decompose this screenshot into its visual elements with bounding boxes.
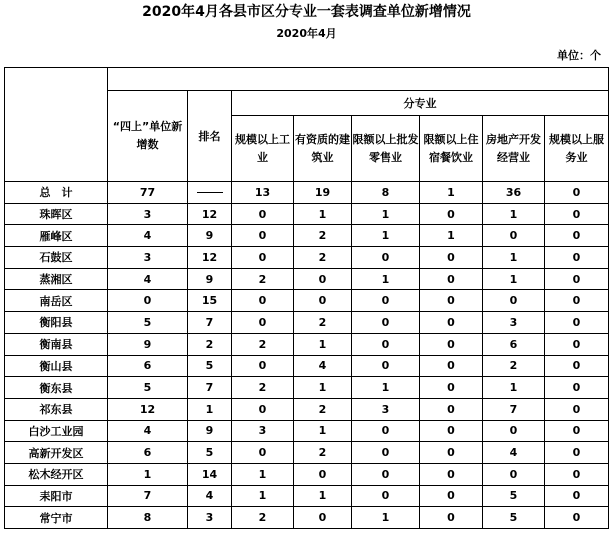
table-row xyxy=(5,485,609,507)
cell-industry: 13 xyxy=(232,182,294,204)
cell-rank: 9 xyxy=(188,225,232,247)
cell-wholesale-retail: 1 xyxy=(352,268,420,290)
cell-rank: 5 xyxy=(188,355,232,377)
cell-construction: 2 xyxy=(294,312,352,334)
cell-services: 0 xyxy=(545,290,609,312)
header-by-profession: 分专业 xyxy=(232,91,609,116)
cell-services: 0 xyxy=(545,355,609,377)
cell-name: 石鼓区 xyxy=(5,247,108,269)
cell-accommodation-catering: 0 xyxy=(420,290,483,312)
cell-real-estate: 36 xyxy=(483,182,545,204)
cell-wholesale-retail: 1 xyxy=(352,203,420,225)
cell-services: 0 xyxy=(545,377,609,399)
cell-accommodation-catering: 0 xyxy=(420,333,483,355)
cell-real-estate: 3 xyxy=(483,312,545,334)
cell-total: 12 xyxy=(108,398,188,420)
table-row xyxy=(5,290,609,312)
cell-wholesale-retail: 1 xyxy=(352,377,420,399)
cell-construction: 2 xyxy=(294,398,352,420)
cell-industry: 0 xyxy=(232,225,294,247)
cell-rank: 7 xyxy=(188,312,232,334)
cell-total: 6 xyxy=(108,442,188,464)
cell-wholesale-retail: 0 xyxy=(352,355,420,377)
cell-rank: 12 xyxy=(188,247,232,269)
header-real-estate: 房地产开发经营业 xyxy=(483,116,545,182)
table-row xyxy=(5,312,609,334)
table-row xyxy=(5,268,609,290)
cell-total: 0 xyxy=(108,290,188,312)
header-construction: 有资质的建筑业 xyxy=(294,116,352,182)
cell-accommodation-catering: 0 xyxy=(420,247,483,269)
header-accommodation-catering: 限额以上住宿餐饮业 xyxy=(420,116,483,182)
cell-accommodation-catering: 0 xyxy=(420,377,483,399)
cell-total: 8 xyxy=(108,507,188,529)
cell-accommodation-catering: 0 xyxy=(420,442,483,464)
cell-industry: 2 xyxy=(232,268,294,290)
cell-wholesale-retail: 0 xyxy=(352,333,420,355)
cell-real-estate: 2 xyxy=(483,355,545,377)
cell-services: 0 xyxy=(545,268,609,290)
cell-rank: 12 xyxy=(188,203,232,225)
cell-accommodation-catering: 0 xyxy=(420,463,483,485)
cell-name: 南岳区 xyxy=(5,290,108,312)
cell-industry: 0 xyxy=(232,247,294,269)
cell-construction: 1 xyxy=(294,420,352,442)
cell-industry: 1 xyxy=(232,463,294,485)
cell-services: 0 xyxy=(545,485,609,507)
cell-industry: 0 xyxy=(232,290,294,312)
cell-name: 雁峰区 xyxy=(5,225,108,247)
cell-real-estate: 0 xyxy=(483,420,545,442)
cell-services: 0 xyxy=(545,247,609,269)
cell-rank xyxy=(188,182,232,204)
cell-name: 衡东县 xyxy=(5,377,108,399)
cell-industry: 1 xyxy=(232,485,294,507)
cell-name: 蒸湘区 xyxy=(5,268,108,290)
cell-construction: 2 xyxy=(294,225,352,247)
cell-total: 5 xyxy=(108,312,188,334)
cell-construction: 0 xyxy=(294,463,352,485)
table-row xyxy=(5,398,609,420)
cell-construction: 0 xyxy=(294,290,352,312)
cell-construction: 19 xyxy=(294,182,352,204)
header-total-new: “四上”单位新增数 xyxy=(108,91,188,182)
cell-name: 白沙工业园 xyxy=(5,420,108,442)
cell-total: 6 xyxy=(108,355,188,377)
cell-construction: 2 xyxy=(294,247,352,269)
cell-rank: 9 xyxy=(188,420,232,442)
cell-total: 7 xyxy=(108,485,188,507)
cell-accommodation-catering: 1 xyxy=(420,225,483,247)
cell-wholesale-retail: 0 xyxy=(352,442,420,464)
cell-rank: 15 xyxy=(188,290,232,312)
cell-wholesale-retail: 0 xyxy=(352,485,420,507)
cell-construction: 2 xyxy=(294,442,352,464)
cell-name: 松木经开区 xyxy=(5,463,108,485)
cell-industry: 0 xyxy=(232,398,294,420)
cell-name: 衡阳县 xyxy=(5,312,108,334)
table-row xyxy=(5,247,609,269)
cell-services: 0 xyxy=(545,463,609,485)
cell-total: 4 xyxy=(108,420,188,442)
cell-services: 0 xyxy=(545,182,609,204)
dash-mark xyxy=(197,192,223,193)
cell-wholesale-retail: 8 xyxy=(352,182,420,204)
cell-services: 0 xyxy=(545,225,609,247)
cell-total: 1 xyxy=(108,463,188,485)
cell-accommodation-catering: 0 xyxy=(420,420,483,442)
cell-construction: 4 xyxy=(294,355,352,377)
unit-label: 单位：个 xyxy=(557,49,601,62)
cell-industry: 0 xyxy=(232,203,294,225)
cell-real-estate: 7 xyxy=(483,398,545,420)
cell-construction: 0 xyxy=(294,507,352,529)
cell-industry: 2 xyxy=(232,377,294,399)
cell-wholesale-retail: 0 xyxy=(352,312,420,334)
cell-accommodation-catering: 0 xyxy=(420,312,483,334)
cell-construction: 1 xyxy=(294,485,352,507)
cell-services: 0 xyxy=(545,442,609,464)
cell-real-estate: 0 xyxy=(483,290,545,312)
cell-total: 3 xyxy=(108,247,188,269)
cell-total: 5 xyxy=(108,377,188,399)
table-row xyxy=(5,420,609,442)
cell-name: 高新开发区 xyxy=(5,442,108,464)
cell-rank: 7 xyxy=(188,377,232,399)
cell-real-estate: 1 xyxy=(483,203,545,225)
cell-accommodation-catering: 1 xyxy=(420,182,483,204)
cell-wholesale-retail: 1 xyxy=(352,225,420,247)
cell-rank: 5 xyxy=(188,442,232,464)
cell-services: 0 xyxy=(545,312,609,334)
cell-construction: 1 xyxy=(294,203,352,225)
cell-real-estate: 1 xyxy=(483,377,545,399)
report-title: 2020年4月各县市区分专业一套表调查单位新增情况 xyxy=(142,4,471,20)
header-region-blank xyxy=(5,68,108,182)
cell-services: 0 xyxy=(545,203,609,225)
cell-rank: 3 xyxy=(188,507,232,529)
report-subtitle: 2020年4月 xyxy=(276,27,337,40)
table-row xyxy=(5,355,609,377)
cell-wholesale-retail: 3 xyxy=(352,398,420,420)
table-row xyxy=(5,333,609,355)
cell-name: 耒阳市 xyxy=(5,485,108,507)
cell-total: 4 xyxy=(108,268,188,290)
cell-services: 0 xyxy=(545,333,609,355)
cell-industry: 2 xyxy=(232,507,294,529)
cell-industry: 2 xyxy=(232,333,294,355)
cell-industry: 0 xyxy=(232,312,294,334)
cell-rank: 2 xyxy=(188,333,232,355)
cell-accommodation-catering: 0 xyxy=(420,268,483,290)
cell-real-estate: 1 xyxy=(483,247,545,269)
cell-construction: 1 xyxy=(294,333,352,355)
cell-real-estate: 4 xyxy=(483,442,545,464)
cell-construction: 1 xyxy=(294,377,352,399)
cell-wholesale-retail: 0 xyxy=(352,420,420,442)
table-row xyxy=(5,463,609,485)
cell-total: 3 xyxy=(108,203,188,225)
cell-services: 0 xyxy=(545,398,609,420)
table-row xyxy=(5,507,609,529)
cell-accommodation-catering: 0 xyxy=(420,355,483,377)
cell-real-estate: 1 xyxy=(483,268,545,290)
header-services: 规模以上服务业 xyxy=(545,116,609,182)
cell-wholesale-retail: 0 xyxy=(352,290,420,312)
cell-accommodation-catering: 0 xyxy=(420,507,483,529)
cell-industry: 0 xyxy=(232,442,294,464)
cell-real-estate: 0 xyxy=(483,463,545,485)
cell-name: 衡山县 xyxy=(5,355,108,377)
cell-accommodation-catering: 0 xyxy=(420,398,483,420)
cell-rank: 4 xyxy=(188,485,232,507)
cell-wholesale-retail: 0 xyxy=(352,463,420,485)
cell-rank: 9 xyxy=(188,268,232,290)
cell-wholesale-retail: 0 xyxy=(352,247,420,269)
table-row xyxy=(5,442,609,464)
cell-wholesale-retail: 1 xyxy=(352,507,420,529)
header-wholesale-retail: 限额以上批发零售业 xyxy=(352,116,420,182)
table-row xyxy=(5,182,609,204)
cell-real-estate: 5 xyxy=(483,485,545,507)
cell-name: 总 计 xyxy=(5,182,108,204)
table-row xyxy=(5,203,609,225)
cell-real-estate: 5 xyxy=(483,507,545,529)
cell-name: 常宁市 xyxy=(5,507,108,529)
cell-total: 4 xyxy=(108,225,188,247)
header-blank-top xyxy=(108,68,609,91)
header-industry: 规模以上工业 xyxy=(232,116,294,182)
data-table xyxy=(4,67,609,529)
cell-accommodation-catering: 0 xyxy=(420,203,483,225)
cell-name: 珠晖区 xyxy=(5,203,108,225)
cell-name: 衡南县 xyxy=(5,333,108,355)
cell-real-estate: 6 xyxy=(483,333,545,355)
cell-rank: 14 xyxy=(188,463,232,485)
header-rank: 排名 xyxy=(188,91,232,182)
cell-rank: 1 xyxy=(188,398,232,420)
cell-total: 9 xyxy=(108,333,188,355)
cell-real-estate: 0 xyxy=(483,225,545,247)
cell-name: 祁东县 xyxy=(5,398,108,420)
cell-services: 0 xyxy=(545,507,609,529)
cell-construction: 0 xyxy=(294,268,352,290)
cell-total: 77 xyxy=(108,182,188,204)
cell-services: 0 xyxy=(545,420,609,442)
table-row xyxy=(5,225,609,247)
cell-industry: 0 xyxy=(232,355,294,377)
table-row xyxy=(5,377,609,399)
cell-industry: 3 xyxy=(232,420,294,442)
cell-accommodation-catering: 0 xyxy=(420,485,483,507)
